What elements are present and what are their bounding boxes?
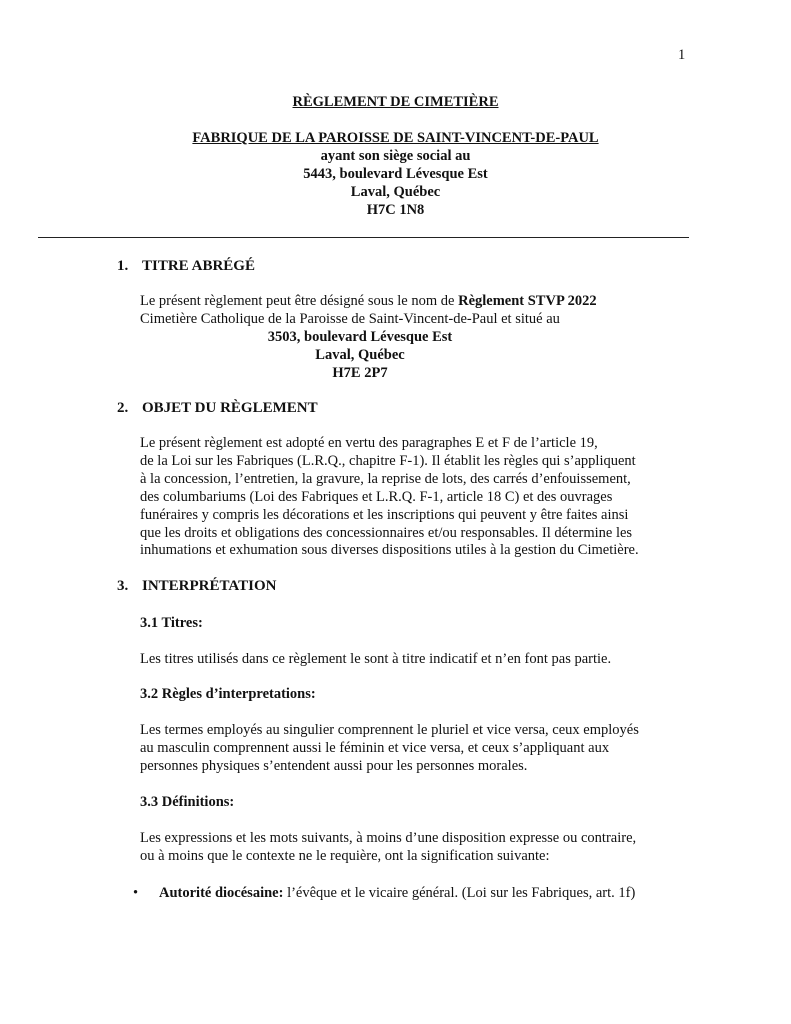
section-2-body [140, 435, 639, 560]
section-1-address-1: 3503, boulevard Lévesque Est [267, 328, 453, 345]
subsection-3-2-line: Les termes employés au singulier comprennent le pluriel et vice versa, ceux employés [140, 722, 639, 738]
section-2-line: funéraires y compris les décorations et les inscriptions qui peuvent y être faites ainsi [140, 506, 629, 523]
section-2-line: à la concession, l’entretien, la gravure, la reprise de lots, des carrés d’enfouissement, [140, 470, 631, 487]
section-1-address-3: H7E 2P7 [332, 364, 388, 381]
section-1-text-bold: Règlement STVP 2022 [458, 293, 597, 309]
header-line-3: Laval, Québec [350, 184, 441, 200]
subsection-3-3-body [140, 830, 636, 866]
section-2-line: Le présent règlement est adopté en vertu des paragraphes E et F de l’article 19, [140, 435, 598, 451]
subsection-3-2-title: 3.2 Règles d’interpretations: [140, 686, 316, 702]
subsection-3-2-line: au masculin comprennent aussi le féminin et vice versa, et ceux s’appliquant aux [140, 739, 610, 756]
section-1-number: 1. [117, 258, 129, 274]
section-1-title: TITRE ABRÉGÉ [142, 258, 255, 274]
section-2-line: de la Loi sur les Fabriques (L.R.Q., chapitre F-1). Il établit les règles qui s’appliquent [140, 452, 636, 469]
definition-text: l’évêque et le vicaire général. (Loi sur les Fabriques, art. 1f) [283, 885, 636, 901]
section-2-line: des columbariums (Loi des Fabriques et L.R.Q. F-1, article 18 C) et des ouvrages [140, 488, 613, 505]
section-2-line: inhumations et exhumation sous diverses dispositions utiles à la gestion du Cimetière. [140, 542, 639, 559]
subsection-3-2-line: personnes physiques s’entendent aussi pour les personnes morales. [140, 757, 528, 774]
definition-list-item [133, 885, 635, 902]
section-1-address-2: Laval, Québec [315, 346, 405, 363]
header-line-4: H7C 1N8 [366, 202, 425, 218]
section-2-number: 2. [117, 400, 129, 416]
subsection-3-1-text: Les titres utilisés dans ce règlement le sont à titre indicatif et n’en font pas partie. [140, 651, 612, 667]
section-3-heading [117, 578, 276, 595]
section-2-title: OBJET DU RÈGLEMENT [142, 400, 318, 416]
subsection-3-3-title: 3.3 Définitions: [140, 794, 235, 810]
section-3-number: 3. [117, 578, 129, 594]
section-2-heading [117, 400, 318, 417]
section-1-heading [117, 258, 255, 275]
horizontal-divider [38, 237, 689, 238]
document-title: RÈGLEMENT DE CIMETIÈRE [292, 94, 499, 110]
subsection-3-3-line: ou à moins que le contexte ne le requière, ont la signification suivante: [140, 847, 550, 864]
subsection-3-1-title: 3.1 Titres: [140, 615, 203, 631]
section-3-title: INTERPRÉTATION [142, 578, 277, 594]
header-line-1: ayant son siège social au [320, 148, 471, 164]
page-number: 1 [678, 47, 686, 63]
organization-name: FABRIQUE DE LA PAROISSE DE SAINT-VINCENT-DE-PAUL [192, 130, 599, 146]
definition-term: Autorité diocésaine: [159, 885, 284, 901]
bullet-icon: • [133, 885, 139, 901]
subsection-3-2-body [140, 722, 639, 776]
section-1-text-b: Cimetière Catholique de la Paroisse de Saint-Vincent-de-Paul et situé au [140, 310, 560, 327]
section-1-body [140, 293, 597, 383]
header-line-2: 5443, boulevard Lévesque Est [303, 166, 488, 182]
section-2-line: que les droits et obligations des concessionnaires et/ou responsables. Il détermine les [140, 524, 633, 541]
section-1-text-a: Le présent règlement peut être désigné sous le nom de [140, 293, 459, 309]
subsection-3-3-line: Les expressions et les mots suivants, à moins d’une disposition expresse ou contraire, [140, 830, 637, 846]
